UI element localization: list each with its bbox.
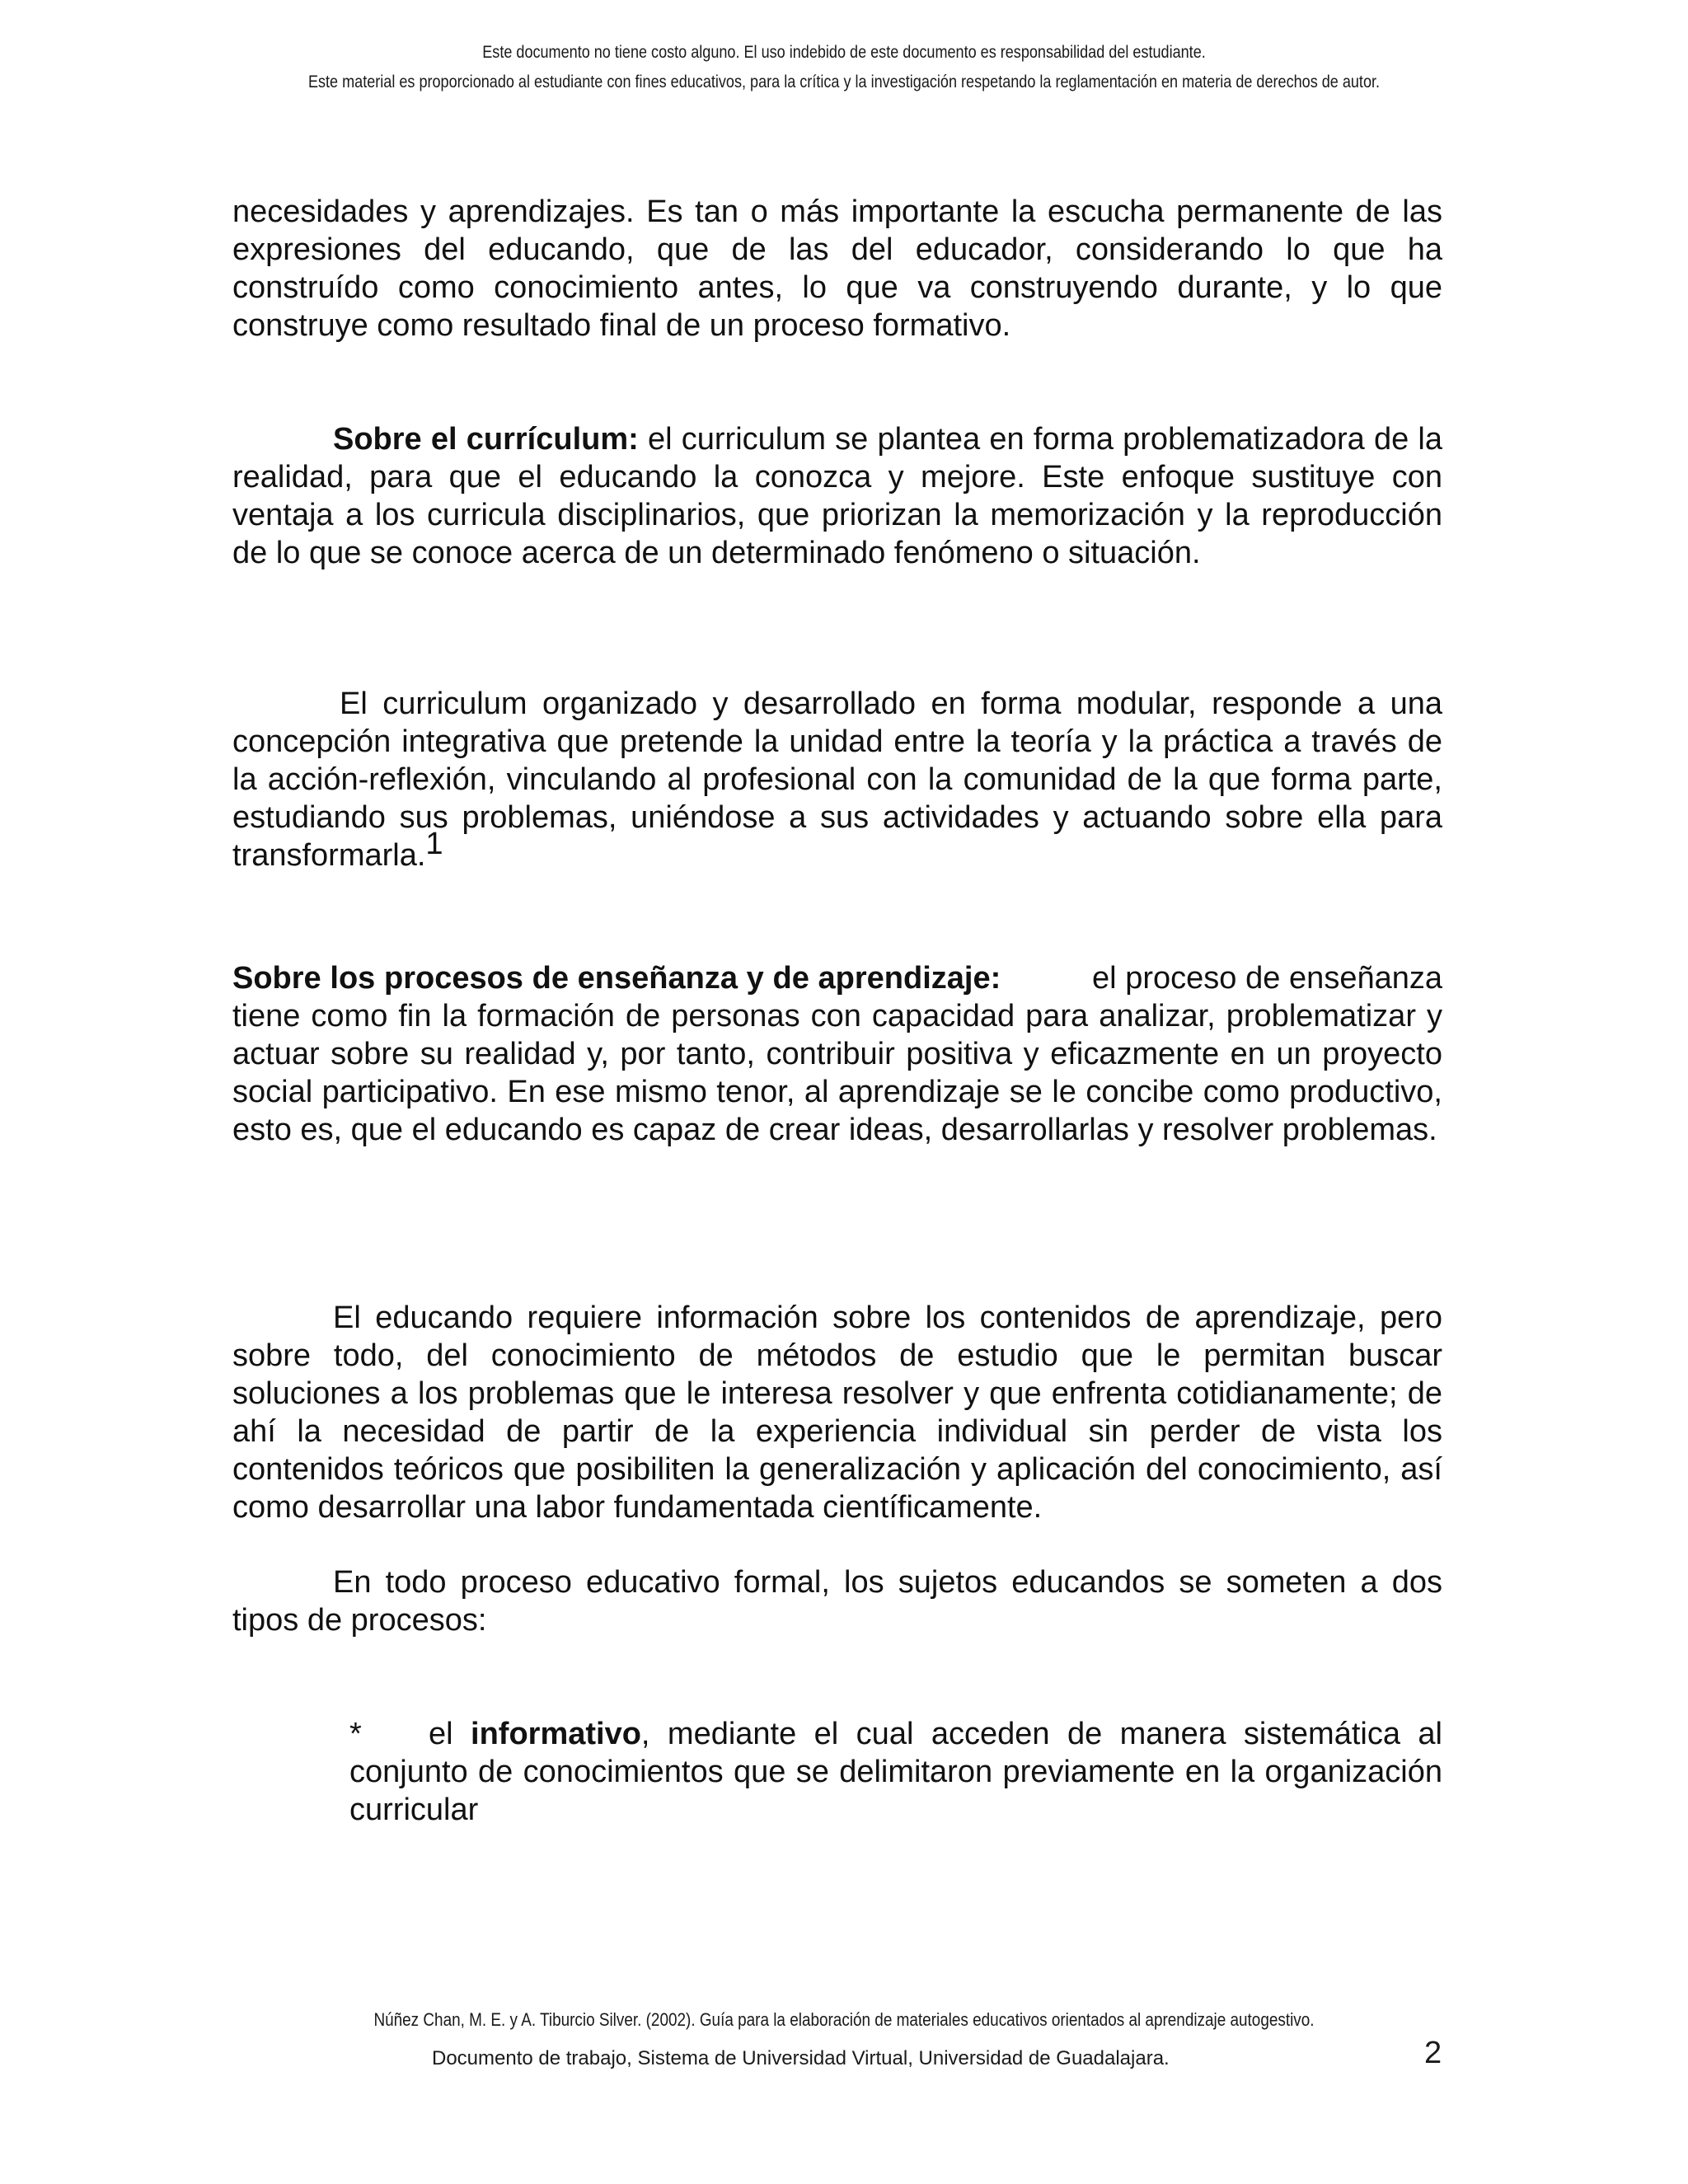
list-item-prefix: el [429, 1717, 471, 1751]
processes-text: En todo proceso educativo formal, los sujetos educandos se someten a dos tipos de procesos: [232, 1565, 1442, 1638]
header-notice-line-1: Este documento no tiene costo alguno. El uso indebido de este documento es responsabilidad del estudiante. [482, 43, 1206, 62]
footer-document-info: Documento de trabajo, Sistema de Universidad Virtual, Universidad de Guadalajara. [432, 2047, 1170, 2069]
footnote-marker: 1 [425, 827, 443, 861]
paragraph-1 [232, 193, 1442, 344]
paragraph-curriculum [232, 420, 1442, 572]
teaching-learning-heading: Sobre los procesos de enseñanza y de aprendizaje: [232, 961, 1001, 996]
paragraph-educando [232, 1299, 1442, 1526]
modular-curriculum-text: El curriculum organizado y desarrollado en forma modular, responde a una concepción integrativa que pretende la unidad entre la teoría y la práctica a través de la acción-reflexión, vinculando al profesional con la comunidad de la que forma parte, estudiando sus problemas, uniéndose a sus actividades y actuando sobre ella para transformarla. [232, 687, 1442, 873]
teaching-learning-text: el proceso de enseñanza tiene como fin la formación de personas con capacidad para analizar, problematizar y actuar sobre su realidad y, por tanto, contribuir positiva y eficazmente en un proyecto social participativo. En ese mismo tenor, al aprendizaje se le concibe como productivo, esto es, que el educando es capaz de crear ideas, desarrollarlas y resolver problemas. [232, 961, 1442, 1147]
list-item-informativo [349, 1715, 1442, 1829]
list-bullet: * [349, 1717, 362, 1751]
header-notice-line-2: Este material es proporcionado al estudiante con fines educativos, para la crítica y la investigación respetando la reglamentación en materia de derechos de autor. [307, 73, 1381, 91]
footer-citation: Núñez Chan, M. E. y A. Tiburcio Silver. (2002). Guía para la elaboración de materiales educativos orientados al aprendizaje autogestivo. [373, 2009, 1315, 2030]
curriculum-heading: Sobre el currículum: [333, 422, 639, 457]
paragraph-modular-curriculum [232, 685, 1442, 874]
list-item-bold-term: informativo [471, 1717, 641, 1751]
curriculum-text: el curriculum se plantea en forma problematizadora de la realidad, para que el educando la conozca y mejore. Este enfoque sustituye con ventaja a los curricula disciplinarios, que priorizan la memorización y la reproducción de lo que se conoce acerca de un determinado fenómeno o situación. [232, 422, 1442, 570]
paragraph-1-text: necesidades y aprendizajes. Es tan o más importante la escucha permanente de las expresiones del educando, que de las del educador, considerando lo que ha construído como conocimiento antes, lo que va construyendo durante, y lo que construye como resultado final de un proceso formativo. [232, 194, 1442, 343]
educando-text: El educando requiere información sobre los contenidos de aprendizaje, pero sobre todo, del conocimiento de métodos de estudio que le permitan buscar soluciones a los problemas que le interesa resolver y que enfrenta cotidianamente; de ahí la necesidad de partir de la experiencia individual sin perder de vista los contenidos teóricos que posibiliten la generalización y aplicación del conocimiento, así como desarrollar una labor fundamentada científicamente. [232, 1301, 1442, 1525]
paragraph-teaching-learning [232, 959, 1442, 1149]
page-number: 2 [1424, 2036, 1442, 2070]
list-item-text: , mediante el cual acceden de manera sistemática al conjunto de conocimientos que se delimitaron previamente en la organización curricular [349, 1717, 1442, 1827]
paragraph-processes [232, 1563, 1442, 1639]
